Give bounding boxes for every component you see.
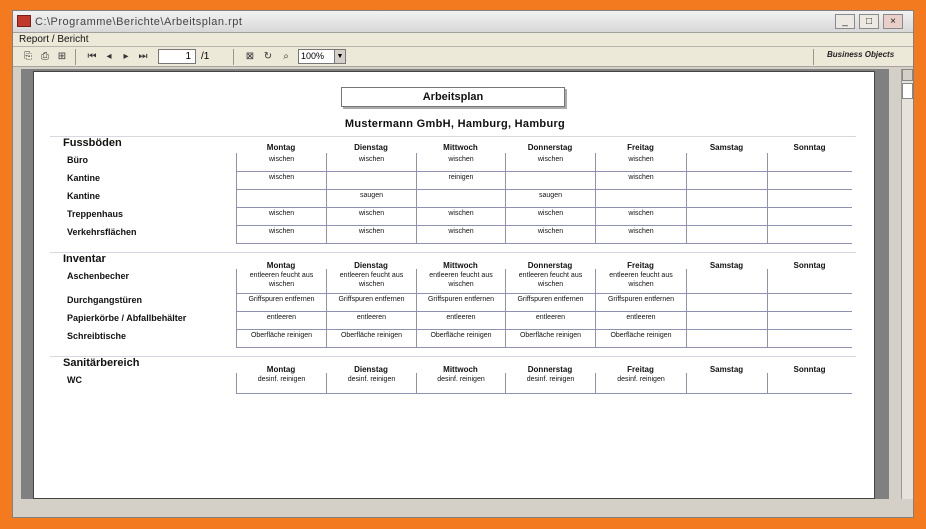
table-cell — [326, 171, 416, 189]
toolbar-separator — [75, 49, 76, 65]
row-label: WC — [67, 375, 82, 385]
section-title: Fussböden — [63, 137, 122, 149]
table-cell: wischen — [236, 225, 326, 243]
table-cell: wischen — [505, 153, 595, 171]
export-icon[interactable]: ⎘ — [24, 51, 32, 62]
page-number-input[interactable]: 1 — [158, 49, 196, 64]
brand-logo: Business Objects — [827, 50, 895, 59]
table-cell: entleeren feucht aus wischen — [236, 269, 326, 293]
table-cell: wischen — [595, 207, 686, 225]
day-header: Freitag — [627, 261, 654, 270]
menu-bar — [13, 33, 913, 47]
table-cell: entleeren — [326, 311, 416, 329]
table-cell — [595, 189, 686, 207]
day-header: Donnerstag — [527, 143, 573, 152]
section-2 — [50, 356, 856, 390]
toolbar — [13, 47, 913, 67]
table-cell: wischen — [416, 225, 505, 243]
table-cell — [767, 225, 852, 243]
table-cell — [686, 189, 767, 207]
row-label: Aschenbecher — [67, 271, 130, 281]
report-page — [33, 71, 875, 499]
day-header: Samstag — [709, 261, 744, 270]
table-cell: desinf. reinigen — [326, 373, 416, 393]
day-header: Donnerstag — [527, 365, 573, 374]
next-page-icon[interactable]: ▸ — [123, 51, 129, 62]
table-cell: Griffspuren entfernen — [326, 293, 416, 311]
table-cell: Oberfläche reinigen — [416, 329, 505, 347]
table-cell — [767, 207, 852, 225]
day-header: Sonntag — [793, 143, 826, 152]
zoom-value: 100% — [301, 51, 325, 61]
scroll-up-button[interactable] — [902, 69, 913, 81]
table-cell — [767, 293, 852, 311]
table-cell: Griffspuren entfernen — [416, 293, 505, 311]
day-header: Sonntag — [793, 365, 826, 374]
table-cell: Oberfläche reinigen — [505, 329, 595, 347]
chevron-down-icon[interactable]: ▼ — [334, 50, 345, 63]
table-cell — [767, 373, 852, 393]
report-viewport — [21, 69, 889, 499]
minimize-button[interactable]: _ — [835, 14, 855, 29]
app-icon — [17, 15, 31, 27]
table-cell: wischen — [595, 225, 686, 243]
table-cell: desinf. reinigen — [595, 373, 686, 393]
table-cell: entleeren feucht aus wischen — [595, 269, 686, 293]
table-cell: Griffspuren entfernen — [236, 293, 326, 311]
menu-report[interactable]: Report / Bericht — [19, 34, 89, 45]
table-cell: wischen — [595, 171, 686, 189]
row-divider — [236, 393, 852, 394]
day-header: Sonntag — [793, 261, 826, 270]
scroll-thumb[interactable] — [902, 83, 913, 99]
vertical-scrollbar[interactable] — [901, 69, 913, 499]
section-title: Inventar — [63, 253, 106, 265]
day-header: Mittwoch — [443, 143, 478, 152]
table-cell: entleeren feucht aus wischen — [505, 269, 595, 293]
table-cell — [767, 171, 852, 189]
table-cell: desinf. reinigen — [505, 373, 595, 393]
page-total: /1 — [201, 51, 210, 62]
table-cell — [767, 329, 852, 347]
section-title: Sanitärbereich — [63, 357, 140, 369]
row-label: Büro — [67, 155, 88, 165]
table-cell: Oberfläche reinigen — [595, 329, 686, 347]
maximize-button[interactable]: □ — [859, 14, 879, 29]
table-cell: entleeren — [595, 311, 686, 329]
row-label: Treppenhaus — [67, 209, 124, 219]
first-page-icon[interactable]: ⏮ — [87, 51, 97, 62]
day-header: Freitag — [627, 143, 654, 152]
report-title: Arbeitsplan — [341, 87, 565, 107]
table-cell: entleeren — [236, 311, 326, 329]
table-cell: Griffspuren entfernen — [505, 293, 595, 311]
window-title: C:\Programme\Berichte\Arbeitsplan.rpt — [35, 16, 243, 28]
table-cell: wischen — [416, 207, 505, 225]
table-cell: Griffspuren entfernen — [595, 293, 686, 311]
day-header: Dienstag — [354, 261, 388, 270]
refresh-icon[interactable]: ↻ — [263, 51, 273, 62]
table-cell: Oberfläche reinigen — [326, 329, 416, 347]
close-button[interactable]: × — [883, 14, 903, 29]
table-cell — [686, 311, 767, 329]
table-cell — [686, 171, 767, 189]
table-cell: entleeren feucht aus wischen — [416, 269, 505, 293]
table-cell: Oberfläche reinigen — [236, 329, 326, 347]
table-cell — [686, 153, 767, 171]
table-cell — [236, 189, 326, 207]
row-label: Verkehrsflächen — [67, 227, 137, 237]
table-cell — [767, 153, 852, 171]
search-icon[interactable]: ⌕ — [283, 51, 289, 62]
table-cell — [686, 329, 767, 347]
table-cell: wischen — [505, 225, 595, 243]
table-cell: wischen — [326, 153, 416, 171]
toolbar-separator — [813, 49, 814, 65]
report-viewer-window — [12, 10, 914, 518]
day-header: Samstag — [709, 143, 744, 152]
tree-icon[interactable]: ⊞ — [57, 51, 67, 62]
day-header: Dienstag — [354, 143, 388, 152]
table-cell: entleeren feucht aus wischen — [326, 269, 416, 293]
row-label: Durchgangstüren — [67, 295, 143, 305]
stop-icon[interactable]: ⊠ — [245, 51, 255, 62]
table-cell: entleeren — [505, 311, 595, 329]
table-cell: desinf. reinigen — [416, 373, 505, 393]
row-label: Schreibtische — [67, 331, 127, 341]
table-cell — [686, 373, 767, 393]
table-cell — [505, 171, 595, 189]
table-cell — [686, 207, 767, 225]
table-cell: wischen — [236, 171, 326, 189]
day-header: Samstag — [709, 365, 744, 374]
day-header: Freitag — [627, 365, 654, 374]
table-cell — [767, 269, 852, 293]
section-0 — [50, 136, 856, 240]
table-cell — [686, 293, 767, 311]
table-cell: wischen — [236, 207, 326, 225]
company-name: Mustermann GmbH, Hamburg, Hamburg — [344, 118, 566, 130]
row-label: Kantine — [67, 191, 101, 201]
table-cell: wischen — [326, 207, 416, 225]
table-cell — [686, 225, 767, 243]
day-header: Donnerstag — [527, 261, 573, 270]
title-bar — [13, 11, 913, 33]
table-cell: saugen — [326, 189, 416, 207]
table-cell — [686, 269, 767, 293]
row-label: Papierkörbe / Abfallbehälter — [67, 313, 187, 323]
day-header: Dienstag — [354, 365, 388, 374]
day-header: Mittwoch — [443, 365, 478, 374]
day-header: Mittwoch — [443, 261, 478, 270]
day-header: Montag — [266, 261, 296, 270]
table-cell: wischen — [416, 153, 505, 171]
table-cell: wischen — [236, 153, 326, 171]
table-cell — [416, 189, 505, 207]
row-label: Kantine — [67, 173, 101, 183]
day-header: Montag — [266, 143, 296, 152]
table-cell: reinigen — [416, 171, 505, 189]
section-1 — [50, 252, 856, 344]
prev-page-icon[interactable]: ◂ — [106, 51, 112, 62]
table-cell: desinf. reinigen — [236, 373, 326, 393]
table-cell: wischen — [595, 153, 686, 171]
table-cell: wischen — [326, 225, 416, 243]
table-cell — [767, 189, 852, 207]
table-cell: wischen — [505, 207, 595, 225]
table-cell: entleeren — [416, 311, 505, 329]
print-icon[interactable]: ⎙ — [41, 51, 49, 62]
toolbar-separator — [233, 49, 234, 65]
zoom-select[interactable] — [298, 49, 346, 64]
row-divider — [236, 243, 852, 244]
last-page-icon[interactable]: ⏭ — [138, 51, 148, 62]
table-cell — [767, 311, 852, 329]
table-cell: saugen — [505, 189, 595, 207]
day-header: Montag — [266, 365, 296, 374]
row-divider — [236, 347, 852, 348]
